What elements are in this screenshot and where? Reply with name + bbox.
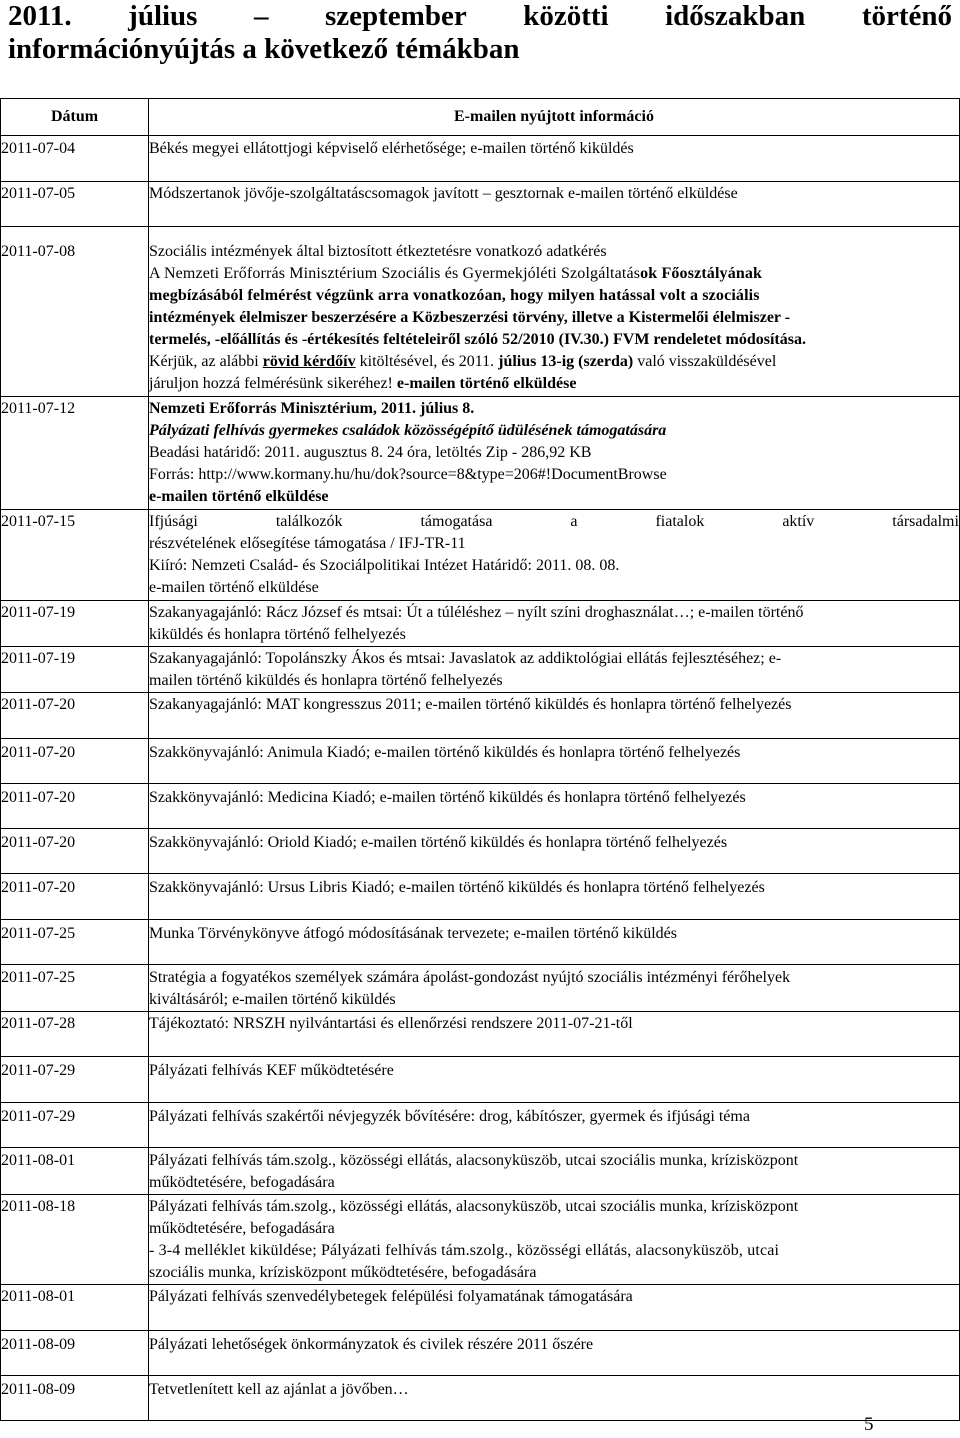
row-date: 2011-07-20 <box>1 784 149 829</box>
info-line: Pályázati felhívás tám.szolg., közösségi ellátás, alacsonyküszöb, utcai szociális munka, krízisközpont <box>149 1198 799 1215</box>
survey-link[interactable]: rövid kérdőív <box>262 353 356 370</box>
row-date: 2011-08-09 <box>1 1376 149 1421</box>
info-line: működtetésére, befogadására <box>149 1174 335 1191</box>
row-info <box>149 784 960 829</box>
row-date: 2011-08-09 <box>1 1331 149 1376</box>
row-info <box>149 1285 960 1331</box>
row-date: 2011-07-12 <box>1 397 149 510</box>
info-line: Kérjük, az alábbi rövid kérdőív kitöltésével, és 2011. július 13-ig (szerda) való visszaküldésével <box>149 353 777 370</box>
info-line: szociális munka, krízisközpont működtetésére, befogadására <box>149 1264 537 1281</box>
info-line: Békés megyei ellátottjogi képviselő elérhetősége; e-mailen történő kiküldés <box>149 140 634 157</box>
row-date: 2011-07-28 <box>1 1012 149 1057</box>
row-info <box>149 920 960 965</box>
row-info <box>149 1012 960 1057</box>
row-date: 2011-08-01 <box>1 1148 149 1195</box>
row-info <box>149 397 960 510</box>
row-info <box>149 136 960 182</box>
row-info <box>149 1057 960 1103</box>
title-line-2: információnyújtás a következő témákban <box>8 33 520 65</box>
table-row <box>1 739 960 784</box>
table-row <box>1 1103 960 1148</box>
table-row <box>1 829 960 874</box>
row-info <box>149 874 960 920</box>
info-line: Beadási határidő: 2011. augusztus 8. 24 óra, letöltés Zip - 286,92 KB <box>149 444 592 461</box>
source-link[interactable]: Forrás: http://www.kormany.hu/hu/dok?source=8&type=206#!DocumentBrowse <box>149 466 667 483</box>
info-line: részvételének elősegítése támogatása / IFJ-TR-11 <box>149 535 466 552</box>
header-info: E-mailen nyújtott információ <box>149 99 960 136</box>
info-line: Szakkönyvajánló: Oriold Kiadó; e-mailen történő kiküldés és honlapra történő felhelyezés <box>149 834 728 851</box>
row-info <box>149 182 960 227</box>
title-line-1 <box>8 0 952 33</box>
title-word: történő <box>861 0 952 32</box>
info-line: Pályázati felhívás gyermekes családok közösségépítő üdülésének támogatására <box>149 422 667 439</box>
table-row <box>1 920 960 965</box>
email-info-table <box>0 98 960 1421</box>
title-word: július <box>128 0 198 32</box>
table-row <box>1 1285 960 1331</box>
info-line: e-mailen történő elküldése <box>149 579 319 596</box>
row-info <box>149 693 960 739</box>
info-line: kiváltásáról; e-mailen történő kiküldés <box>149 991 396 1008</box>
info-line: A Nemzeti Erőforrás Minisztérium Szociális és Gyermekjóléti Szolgáltatások Főosztályának <box>149 265 763 282</box>
row-info <box>149 1376 960 1421</box>
row-info <box>149 1103 960 1148</box>
row-date: 2011-07-29 <box>1 1103 149 1148</box>
info-line: Tájékoztató: NRSZH nyilvántartási és ellenőrzési rendszere 2011-07-21-től <box>149 1015 633 1032</box>
page-number: 5 <box>864 1414 874 1435</box>
info-line: Kiíró: Nemzeti Család- és Szociálpolitikai Intézet Határidő: 2011. 08. 08. <box>149 557 620 574</box>
table-row <box>1 965 960 1012</box>
row-date: 2011-07-05 <box>1 182 149 227</box>
table-row <box>1 647 960 693</box>
table-row <box>1 1148 960 1195</box>
title-word: közötti <box>523 0 609 32</box>
row-date: 2011-07-08 <box>1 227 149 397</box>
info-line: Szakkönyvajánló: Medicina Kiadó; e-mailen történő kiküldés és honlapra történő felhelyezés <box>149 789 746 806</box>
table-header-row <box>1 99 960 136</box>
info-line: Pályázati felhívás szakértői névjegyzék bővítésére: drog, kábítószer, gyermek és ifjúsági téma <box>149 1108 750 1125</box>
row-date: 2011-07-20 <box>1 874 149 920</box>
info-line: e-mailen történő elküldése <box>149 488 329 505</box>
row-date: 2011-07-25 <box>1 920 149 965</box>
row-date: 2011-07-04 <box>1 136 149 182</box>
table-row <box>1 1331 960 1376</box>
row-date: 2011-07-20 <box>1 829 149 874</box>
info-line: megbízásából felmérést végzünk arra vonatkozóan, hogy milyen hatással volt a szociális <box>149 287 760 304</box>
row-date: 2011-07-15 <box>1 510 149 601</box>
row-date: 2011-07-20 <box>1 739 149 784</box>
table-row <box>1 1376 960 1421</box>
info-line: termelés, -előállítás és -értékesítés feltételeiről szóló 52/2010 (IV.30.) FVM rendeletet módosítása. <box>149 331 806 348</box>
page-title <box>8 0 952 66</box>
info-line: Pályázati felhívás szenvedélybetegek felépülési folyamatának támogatására <box>149 1288 633 1305</box>
table-row <box>1 227 960 397</box>
info-line: Szakanyagajánló: Topolánszky Ákos és mtsai: Javaslatok az addiktológiai ellátás fejlesztéséhez; e- <box>149 650 782 667</box>
header-date: Dátum <box>1 99 149 136</box>
title-word: – <box>253 0 269 32</box>
row-info <box>149 739 960 784</box>
table-row <box>1 874 960 920</box>
info-line: Szociális intézmények által biztosított étkeztetésre vonatkozó adatkérés <box>149 243 607 260</box>
row-date: 2011-08-18 <box>1 1195 149 1285</box>
info-line: Ifjúsági találkozók támogatása a fiatalok aktív társadalmi <box>149 513 959 530</box>
table-row <box>1 1057 960 1103</box>
info-line: Stratégia a fogyatékos személyek számára ápolást-gondozást nyújtó szociális intézményi férőhelyek <box>149 969 791 986</box>
row-date: 2011-07-19 <box>1 601 149 647</box>
row-info <box>149 601 960 647</box>
table-row <box>1 136 960 182</box>
row-info <box>149 1148 960 1195</box>
info-line: kiküldés és honlapra történő felhelyezés <box>149 626 406 643</box>
row-info <box>149 647 960 693</box>
title-word: időszakban <box>665 0 806 32</box>
title-word: szeptember <box>324 0 467 32</box>
info-line: működtetésére, befogadására <box>149 1220 335 1237</box>
info-line: Szakkönyvajánló: Animula Kiadó; e-mailen történő kiküldés és honlapra történő felhelyezés <box>149 744 741 761</box>
info-line: Tetvetlenített kell az ajánlat a jövőben… <box>149 1381 409 1398</box>
row-date: 2011-07-25 <box>1 965 149 1012</box>
row-info <box>149 829 960 874</box>
info-line: Munka Törvénykönyve átfogó módosításának tervezete; e-mailen történő kiküldés <box>149 925 677 942</box>
info-line: Nemzeti Erőforrás Minisztérium, 2011. július 8. <box>149 400 475 417</box>
table-row <box>1 1195 960 1285</box>
info-line: Szakanyagajánló: MAT kongresszus 2011; e-mailen történő kiküldés és honlapra történő felhelyezés <box>149 696 792 713</box>
table-row <box>1 182 960 227</box>
info-line: Módszertanok jövője-szolgáltatáscsomagok javított – gesztornak e-mailen történő elküldése <box>149 185 738 202</box>
title-word: 2011. <box>8 0 72 32</box>
table-row <box>1 601 960 647</box>
row-info <box>149 227 960 397</box>
table-row <box>1 784 960 829</box>
info-line: járuljon hozzá felmérésünk sikeréhez! e-mailen történő elküldése <box>149 375 577 392</box>
info-line: Szakanyagajánló: Rácz József és mtsai: Út a túléléshez – nyílt színi droghasználat…; e-mailen történő <box>149 604 804 621</box>
row-info <box>149 510 960 601</box>
info-line: Pályázati felhívás KEF működtetésére <box>149 1062 394 1079</box>
info-line: intézmények élelmiszer beszerzésére a Közbeszerzési törvény, illetve a Kistermelői élelmiszer - <box>149 309 791 326</box>
row-date: 2011-07-19 <box>1 647 149 693</box>
row-info <box>149 1331 960 1376</box>
info-line: Pályázati lehetőségek önkormányzatok és civilek részére 2011 őszére <box>149 1336 594 1353</box>
info-line: Szakkönyvajánló: Ursus Libris Kiadó; e-mailen történő kiküldés és honlapra történő felhelyezés <box>149 879 765 896</box>
table-row <box>1 397 960 510</box>
table-row <box>1 510 960 601</box>
row-info <box>149 1195 960 1285</box>
table-row <box>1 1012 960 1057</box>
info-line: Pályázati felhívás tám.szolg., közösségi ellátás, alacsonyküszöb, utcai szociális munka, krízisközpont <box>149 1152 799 1169</box>
row-date: 2011-07-29 <box>1 1057 149 1103</box>
row-date: 2011-08-01 <box>1 1285 149 1331</box>
info-line: mailen történő kiküldés és honlapra történő felhelyezés <box>149 672 503 689</box>
table-row <box>1 693 960 739</box>
row-info <box>149 965 960 1012</box>
row-date: 2011-07-20 <box>1 693 149 739</box>
info-line: - 3-4 melléklet kiküldése; Pályázati felhívás tám.szolg., közösségi ellátás, alacsonyküszöb, utcai <box>149 1242 780 1259</box>
